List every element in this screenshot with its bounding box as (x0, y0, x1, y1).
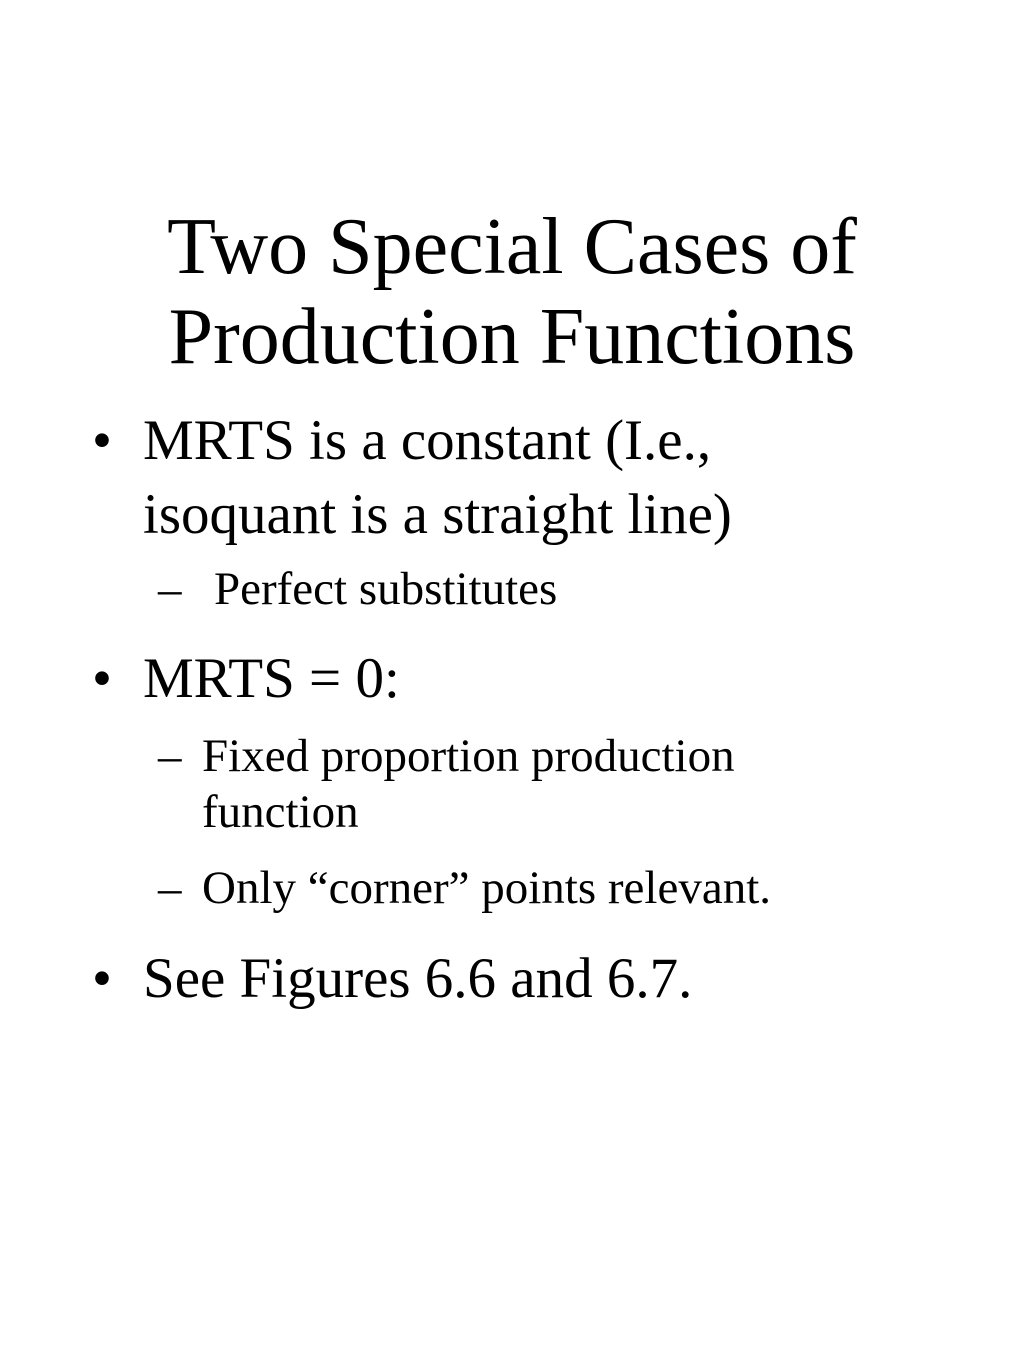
bullet-text: See Figures 6.6 and 6.7. (143, 947, 693, 1010)
slide-title (60, 202, 964, 382)
sub-bullet-text: Only “corner” points relevant. (202, 862, 772, 914)
bullet-marker: • (92, 647, 112, 710)
sub-bullet-marker: – (158, 862, 182, 914)
bullet-marker: • (92, 409, 112, 472)
title-line-2: Production Functions (168, 292, 856, 381)
sub-bullet-text-line-1: Fixed proportion production (202, 730, 735, 782)
sub-bullet-text-line-2: function (202, 786, 359, 838)
bullet-text-line-2: isoquant is a straight line) (143, 483, 732, 546)
bullet-see-figures (0, 942, 1024, 1016)
bullet-text-line-1: MRTS is a constant (I.e., (143, 409, 712, 472)
sub-bullet-text: Perfect substitutes (214, 563, 558, 615)
title-line-1: Two Special Cases of (167, 202, 857, 291)
sub-bullet-perfect-substitutes (0, 561, 1024, 617)
sub-bullet-marker: – (158, 730, 182, 782)
bullet-mrts-zero (0, 642, 1024, 716)
sub-bullet-fixed-proportion (0, 728, 1024, 840)
bullet-marker: • (92, 947, 112, 1010)
sub-bullet-marker: – (158, 563, 182, 615)
bullet-mrts-constant (0, 404, 1024, 552)
sub-bullet-corner-points (0, 860, 1024, 916)
bullet-list (0, 404, 1024, 1016)
bullet-text: MRTS = 0: (143, 647, 400, 710)
